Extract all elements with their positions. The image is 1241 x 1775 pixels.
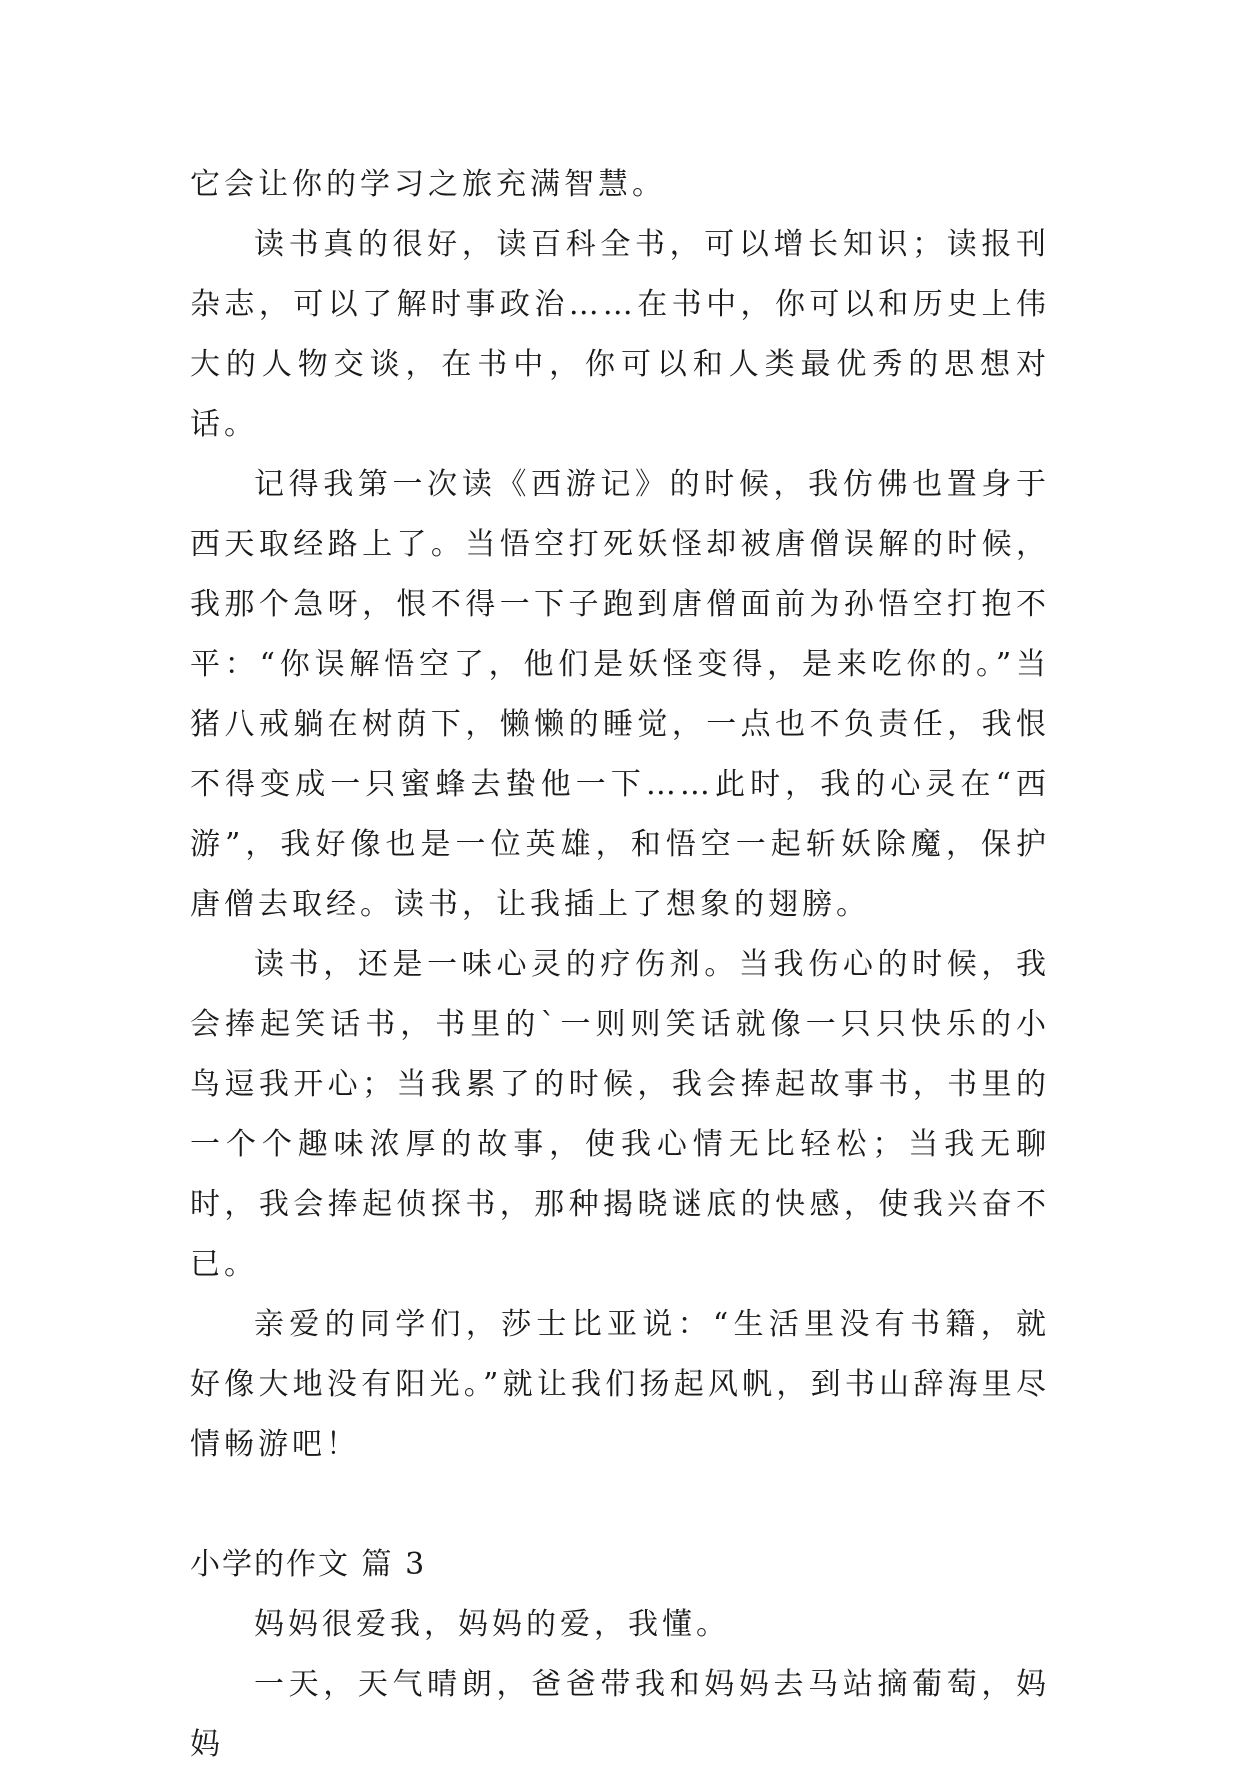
paragraph: 一天，天气晴朗，爸爸带我和妈妈去马站摘葡萄，妈妈	[190, 1667, 1050, 1762]
document-body	[190, 155, 1050, 1775]
paragraph: 记得我第一次读《西游记》的时候，我仿佛也置身于西天取经路上了。当悟空打死妖怪却被唐僧误解的时候，我那个急呀，恨不得一下子跑到唐僧面前为孙悟空打抱不平：“你误解悟空了，他们是妖怪变得，是来吃你的。”当猪八戒躺在树荫下，懒懒的睡觉，一点也不负责任，我恨不得变成一只蜜蜂去蛰他一下……此时，我的心灵在“西游”，我好像也是一位英雄，和悟空一起斩妖除魔，保护唐僧去取经。读书，让我插上了想象的翅膀。	[190, 467, 1050, 922]
section-heading: 小学的作文 篇 3	[190, 1547, 427, 1582]
paragraph: 亲爱的同学们，莎士比亚说：“生活里没有书籍，就好像大地没有阳光。”就让我们扬起风帆，到书山辞海里尽情畅游吧！	[190, 1307, 1050, 1462]
section-spacer	[190, 1475, 1050, 1535]
paragraph: 妈妈很爱我，妈妈的爱，我懂。	[254, 1607, 730, 1642]
paragraph: 读书真的很好，读百科全书，可以增长知识；读报刊杂志，可以了解时事政治……在书中，你可以和历史上伟大的人物交谈，在书中，你可以和人类最优秀的思想对话。	[190, 227, 1050, 442]
paragraph-continuation: 它会让你的学习之旅充满智慧。	[190, 167, 666, 202]
paragraph: 读书，还是一味心灵的疗伤剂。当我伤心的时候，我会捧起笑话书，书里的`一则则笑话就像一只只快乐的小鸟逗我开心；当我累了的时候，我会捧起故事书，书里的一个个趣味浓厚的故事，使我心情无比轻松；当我无聊时，我会捧起侦探书，那种揭晓谜底的快感，使我兴奋不已。	[190, 947, 1050, 1282]
